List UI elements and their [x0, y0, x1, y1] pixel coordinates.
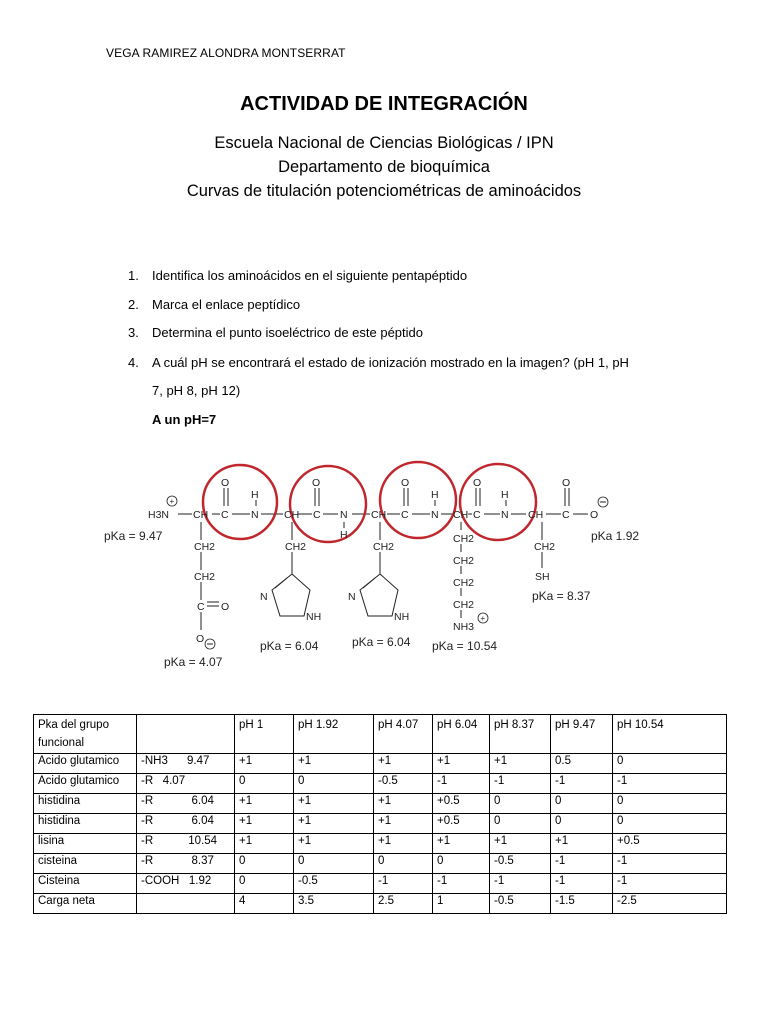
methylene-label: CH2: [453, 599, 475, 611]
charge-cell: +1: [433, 834, 490, 854]
imidazole-nh-label: NH: [394, 611, 410, 623]
subtitle-topic: Curvas de titulación potenciométricas de aminoácidos: [186, 182, 582, 200]
charge-cell: +1: [374, 834, 433, 854]
question-text: Identifica los aminoácidos en el siguiente pentapéptido: [152, 268, 468, 283]
methylene-label: CH2: [373, 541, 395, 553]
charge-cell: +1: [294, 754, 374, 774]
carboxylate-oxygen-label: O: [590, 509, 599, 521]
charge-cell: 0: [235, 874, 294, 894]
alpha-carbon-label: CH: [193, 509, 209, 521]
charge-cell: +1: [374, 794, 433, 814]
charge-cell: +1: [433, 754, 490, 774]
svg-text:+: +: [480, 614, 486, 623]
amide-hydrogen-label: H: [340, 529, 348, 541]
charge-cell: -1: [613, 874, 727, 894]
group-pka-cell: -R 6.04: [137, 794, 235, 814]
charge-cell: -2.5: [613, 894, 727, 914]
alpha-carbon-label: CH: [371, 509, 387, 521]
amide-nitrogen-label: N: [431, 509, 439, 521]
header-cell: pH 6.04: [433, 715, 490, 754]
answer-text: A un pH=7: [152, 412, 217, 427]
amide-hydrogen-label: H: [501, 489, 509, 501]
charge-cell: +1: [374, 814, 433, 834]
alpha-carbon-label: CH: [528, 509, 544, 521]
charge-cell: -1: [433, 774, 490, 794]
carbonyl-oxygen-label: O: [312, 477, 321, 489]
table-row: [34, 774, 727, 794]
charge-cell: 0.5: [551, 754, 613, 774]
header-cell: pH 1.92: [294, 715, 374, 754]
charge-cell: +0.5: [433, 814, 490, 834]
carbonyl-oxygen-label: O: [473, 477, 482, 489]
subtitle-department: Departamento de bioquímica: [278, 158, 490, 176]
imidazole-nh-label: NH: [306, 611, 322, 623]
charge-cell: -1: [551, 854, 613, 874]
residue-name-cell: histidina: [34, 794, 137, 814]
charge-cell: +1: [235, 814, 294, 834]
subtitle-school: Escuela Nacional de Ciencias Biológicas / IPN: [214, 134, 554, 152]
charge-cell: 0: [235, 774, 294, 794]
charge-cell: +1: [490, 754, 551, 774]
question-text: Marca el enlace peptídico: [152, 297, 301, 312]
residue-name-cell: Cisteina: [34, 874, 137, 894]
question-number: 4.: [128, 355, 139, 370]
group-pka-cell: -NH3 9.47: [137, 754, 235, 774]
peptide-bond-circle: [203, 465, 277, 539]
question-text: A cuál pH se encontrará el estado de ionización mostrado en la imagen? (pH 1, pH: [152, 355, 629, 370]
charge-cell: -0.5: [374, 774, 433, 794]
table-row: [34, 874, 727, 894]
peptide-bond-circle: [290, 466, 366, 542]
header-cell: pH 4.07: [374, 715, 433, 754]
pka-label-his2: pKa = 6.04: [352, 635, 411, 649]
group-pka-cell: -R 4.07: [137, 774, 235, 794]
residue-name-cell: Carga neta: [34, 894, 137, 914]
amide-nitrogen-label: N: [501, 509, 509, 521]
charge-cell: +1: [490, 834, 551, 854]
charge-cell: 0: [294, 854, 374, 874]
carbonyl-oxygen-label: O: [562, 477, 571, 489]
charge-cell: -1: [551, 874, 613, 894]
charge-cell: 0: [551, 814, 613, 834]
carbonyl-oxygen-label: O: [221, 477, 230, 489]
charge-cell: 0: [613, 754, 727, 774]
charge-cell: 0: [433, 854, 490, 874]
pka-label-cterm: pKa 1.92: [591, 529, 640, 543]
charge-cell: +1: [294, 794, 374, 814]
charge-cell: -1: [613, 854, 727, 874]
charge-cell: 0: [490, 794, 551, 814]
charge-cell: +0.5: [433, 794, 490, 814]
residue-name-cell: Acido glutamico: [34, 754, 137, 774]
alpha-carbon-label: CH: [453, 509, 469, 521]
pka-labels: [104, 529, 639, 669]
author-name: VEGA RAMIREZ ALONDRA MONTSERRAT: [106, 46, 346, 60]
charge-cell: +1: [235, 834, 294, 854]
group-pka-cell: -R 8.37: [137, 854, 235, 874]
pka-label-glu: pKa = 4.07: [164, 655, 223, 669]
table-row: [34, 814, 727, 834]
carbonyl-carbon-label: C: [473, 509, 481, 521]
charge-cell: 0: [294, 774, 374, 794]
header-cell: pH 1: [235, 715, 294, 754]
amide-nitrogen-label: N: [340, 509, 348, 521]
table-row: [34, 834, 727, 854]
table-row: [34, 894, 727, 914]
methylene-label: CH2: [194, 571, 216, 583]
carbonyl-oxygen-label: O: [401, 477, 410, 489]
charge-cell: -1: [374, 874, 433, 894]
charge-cell: +1: [235, 794, 294, 814]
epsilon-amino-label: NH3: [453, 621, 475, 633]
header-cell: pH 10.54: [613, 715, 727, 754]
methylene-label: CH2: [534, 541, 556, 553]
header-cell: pH 9.47: [551, 715, 613, 754]
charge-cell: +1: [235, 754, 294, 774]
header-cell: pH 8.37: [490, 715, 551, 754]
charge-cell: 2.5: [374, 894, 433, 914]
charge-cell: 0: [374, 854, 433, 874]
charge-cell: -1: [490, 874, 551, 894]
charge-cell: +1: [374, 754, 433, 774]
document-title: ACTIVIDAD DE INTEGRACIÓN: [240, 93, 528, 115]
amide-hydrogen-label: H: [431, 489, 439, 501]
charge-cell: -0.5: [294, 874, 374, 894]
imidazole-nitrogen-label: N: [348, 591, 356, 603]
charge-cell: -1: [490, 774, 551, 794]
peptide-bond-circles: [203, 462, 536, 542]
table-body: [34, 754, 727, 914]
amino-group-label: H3N: [148, 509, 170, 521]
charge-cell: -0.5: [490, 854, 551, 874]
pka-label-cys: pKa = 8.37: [532, 589, 591, 603]
charge-cell: 0: [613, 814, 727, 834]
carbonyl-carbon-label: C: [221, 509, 229, 521]
peptide-bond-circle: [460, 464, 536, 540]
methylene-label: CH2: [453, 533, 475, 545]
charge-cell: 0: [490, 814, 551, 834]
carbonyl-carbon-label: C: [401, 509, 409, 521]
charge-cell: 1: [433, 894, 490, 914]
charge-cell: -1.5: [551, 894, 613, 914]
carboxyl-carbon-label: C: [197, 601, 205, 613]
pka-label-lys: pKa = 10.54: [432, 639, 498, 653]
group-pka-cell: -R 10.54: [137, 834, 235, 854]
question-number: 2.: [128, 297, 139, 312]
residue-name-cell: cisteina: [34, 854, 137, 874]
svg-text:+: +: [169, 497, 175, 506]
pentapeptide-structure: [100, 456, 660, 688]
carboxyl-oxygen-label: O: [221, 601, 230, 613]
charge-cell: +1: [551, 834, 613, 854]
residue-name-cell: Acido glutamico: [34, 774, 137, 794]
table-row: [34, 754, 727, 774]
amide-nitrogen-label: N: [251, 509, 259, 521]
atom-labels: [148, 477, 608, 649]
charge-cell: 0: [613, 794, 727, 814]
pka-label-his1: pKa = 6.04: [260, 639, 319, 653]
charge-cell: +1: [294, 834, 374, 854]
group-pka-cell: -R 6.04: [137, 814, 235, 834]
pka-label-nterm: pKa = 9.47: [104, 529, 163, 543]
group-pka-cell: -COOH 1.92: [137, 874, 235, 894]
charge-cell: +0.5: [613, 834, 727, 854]
table-row: [34, 854, 727, 874]
charge-cell: 0: [551, 794, 613, 814]
methylene-label: CH2: [453, 555, 475, 567]
question-number: 3.: [128, 325, 139, 340]
charge-cell: 3.5: [294, 894, 374, 914]
table-header-row: [34, 715, 727, 754]
header-cell: Pka del grupo funcional: [34, 715, 137, 754]
group-pka-cell: [137, 894, 235, 914]
charge-cell: 4: [235, 894, 294, 914]
carbonyl-carbon-label: C: [313, 509, 321, 521]
charge-cell: 0: [235, 854, 294, 874]
thiol-label: SH: [535, 571, 550, 583]
methylene-label: CH2: [194, 541, 216, 553]
charge-cell: -1: [551, 774, 613, 794]
ionization-table: [33, 714, 727, 914]
table-row: [34, 794, 727, 814]
carbonyl-carbon-label: C: [562, 509, 570, 521]
charge-cell: -1: [613, 774, 727, 794]
peptide-bond-circle: [380, 462, 456, 538]
charge-cell: -1: [433, 874, 490, 894]
question-number: 1.: [128, 268, 139, 283]
imidazole-nitrogen-label: N: [260, 591, 268, 603]
methylene-label: CH2: [453, 577, 475, 589]
header-cell: [137, 715, 235, 754]
alpha-carbon-label: CH: [284, 509, 300, 521]
residue-name-cell: histidina: [34, 814, 137, 834]
carboxylate-oxygen-label: O: [196, 633, 205, 645]
charge-cell: +1: [294, 814, 374, 834]
charge-cell: -0.5: [490, 894, 551, 914]
question-text: Determina el punto isoeléctrico de este péptido: [152, 325, 423, 340]
residue-name-cell: lisina: [34, 834, 137, 854]
question-text-continued: 7, pH 8, pH 12): [152, 383, 241, 398]
amide-hydrogen-label: H: [251, 489, 259, 501]
methylene-label: CH2: [285, 541, 307, 553]
